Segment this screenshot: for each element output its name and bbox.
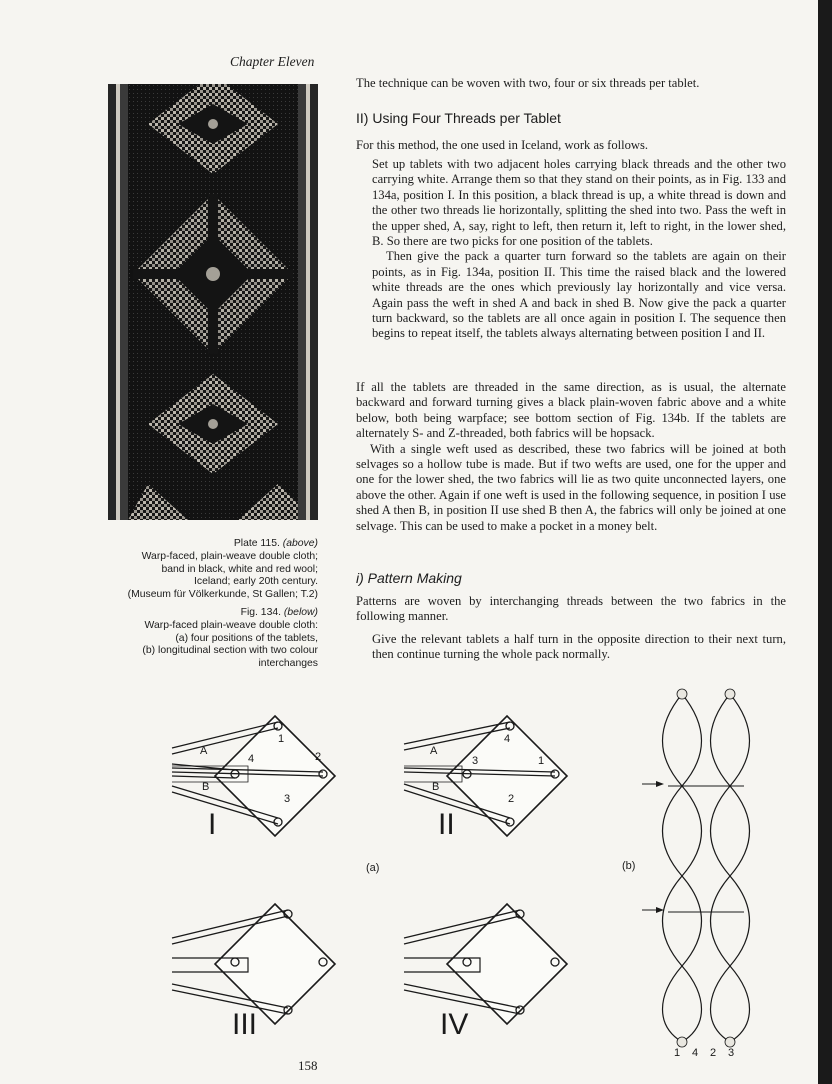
shed-label: A (200, 745, 208, 757)
plate-caption (100, 538, 318, 602)
body-text (356, 380, 786, 534)
figure-caption-line: interchanges (258, 658, 318, 670)
figure-label-a: (a) (366, 862, 380, 874)
position-roman-numeral: I (208, 808, 217, 841)
paragraph: With a single weft used as described, these two fabrics will be joined at both selvages so a hollow tube is made. But if two wefts are used, one for the upper and one for the lower shed, the two fabrics will lie as two quite unconnected layers, one above the other. Again if one weft is used in the following sequence, in position I use shed A then B, in position II use shed B then A, the fabrics will only be joined at one selvage. This can be used to make a pocket in a money belt. (356, 441, 786, 533)
figure-caption-note: (below) (283, 607, 318, 618)
hole-number: 1 (538, 755, 545, 767)
page-number: 158 (298, 1058, 318, 1073)
section-number: 2 (710, 1047, 717, 1056)
page-edge (818, 0, 832, 1084)
hole-number: 2 (315, 751, 322, 763)
hole-number: 4 (248, 753, 255, 765)
hole-number: 3 (284, 793, 291, 805)
figure-a-tablet-positions (160, 684, 610, 1054)
plate-caption-line: Iceland; early 20th century. (194, 576, 318, 588)
figure-caption-line: (b) longitudinal section with two colour (142, 645, 318, 657)
figure-b-longitudinal-section (638, 686, 758, 1056)
subheading: i) Pattern Making (356, 570, 462, 586)
method-intro: For this method, the one used in Iceland, work as follows. (356, 138, 649, 152)
shed-label: B (432, 781, 440, 793)
hole-number: 1 (278, 733, 285, 745)
figure-caption-title (100, 607, 318, 620)
section-number: 1 (674, 1047, 681, 1056)
tablet-position-2 (404, 716, 567, 836)
hole-number: 3 (472, 755, 479, 767)
tablet-position-4 (404, 904, 567, 1024)
plate-caption-note: (above) (282, 538, 318, 549)
paragraph: If all the tablets are threaded in the same direction, as is usual, the alternate backward and forward turning gives a black plain-woven fabric above and a white below, both being warpface; see bottom section of Fig. 134b. If the tablets are alternately S- and Z-threaded, both fabrics will be hopsack. (356, 380, 786, 441)
tablet-position-1 (172, 716, 335, 836)
position-roman-numeral: II (438, 808, 455, 841)
section-number: 4 (692, 1047, 699, 1056)
chapter-heading: Chapter Eleven (230, 54, 315, 69)
plate-caption-line: Warp-faced, plain-weave double cloth; (141, 550, 318, 562)
position-roman-numeral: IV (440, 1008, 469, 1041)
figure-caption-line: Warp-faced plain-weave double cloth: (144, 619, 318, 631)
paragraph: Set up tablets with two adjacent holes carrying black threads and the other two carrying white. Arrange them so that they stand on their points, as in Fig. 133 and 134a, position I. In this position, a black thread is up, a white thread is down and the other two threads lie horizontally, splitting the shed into two. Pass the weft in the upper shed, A, say, right to left, then return it, left to right, in the lower shed, B. So there are two picks for one position of the tablets. (372, 157, 786, 249)
plate-caption-line: (Museum für Völkerkunde, St Gallen; T.2) (127, 589, 318, 601)
plate-caption-title (100, 538, 318, 551)
figure-caption-line: (a) four positions of the tablets, (175, 632, 318, 644)
hole-number: 4 (504, 733, 511, 745)
plate-caption-line: band in black, white and red wool; (161, 563, 318, 575)
paragraph: Give the relevant tablets a half turn in the opposite direction to their next turn, then continue turning the whole pack normally. (372, 632, 786, 662)
position-roman-numeral: III (232, 1008, 258, 1041)
section-heading: II) Using Four Threads per Tablet (356, 110, 561, 126)
figure-label-b: (b) (622, 860, 636, 872)
intro-paragraph: The technique can be woven with two, four or six threads per tablet. (356, 76, 700, 90)
shed-label: A (430, 745, 438, 757)
figure-caption (100, 607, 318, 671)
shed-label: B (202, 781, 210, 793)
tablet-position-3 (172, 904, 335, 1024)
plate-caption-number: Plate 115. (233, 538, 280, 549)
paragraph: Then give the pack a quarter turn forward so the tablets are again on their points, as in Fig. 134a, position II. This time the raised black and the lowered white threads are the ones which previously lay horizontally and vice versa. Again pass the weft in shed A and back in shed B. Now give the pack a quarter turn backward, so the tablets are all once again in position I. The sequence then begins to repeat itself, the tablets always alternating between position I and II. (372, 249, 786, 341)
paragraph: Patterns are woven by interchanging threads between the two fabrics in the following manner. (356, 594, 786, 624)
figure-caption-number: Fig. 134. (240, 607, 282, 618)
plate-photo-woven-band (108, 84, 318, 520)
method-steps (356, 157, 802, 342)
hole-number: 2 (508, 793, 515, 805)
section-number: 3 (728, 1047, 735, 1056)
